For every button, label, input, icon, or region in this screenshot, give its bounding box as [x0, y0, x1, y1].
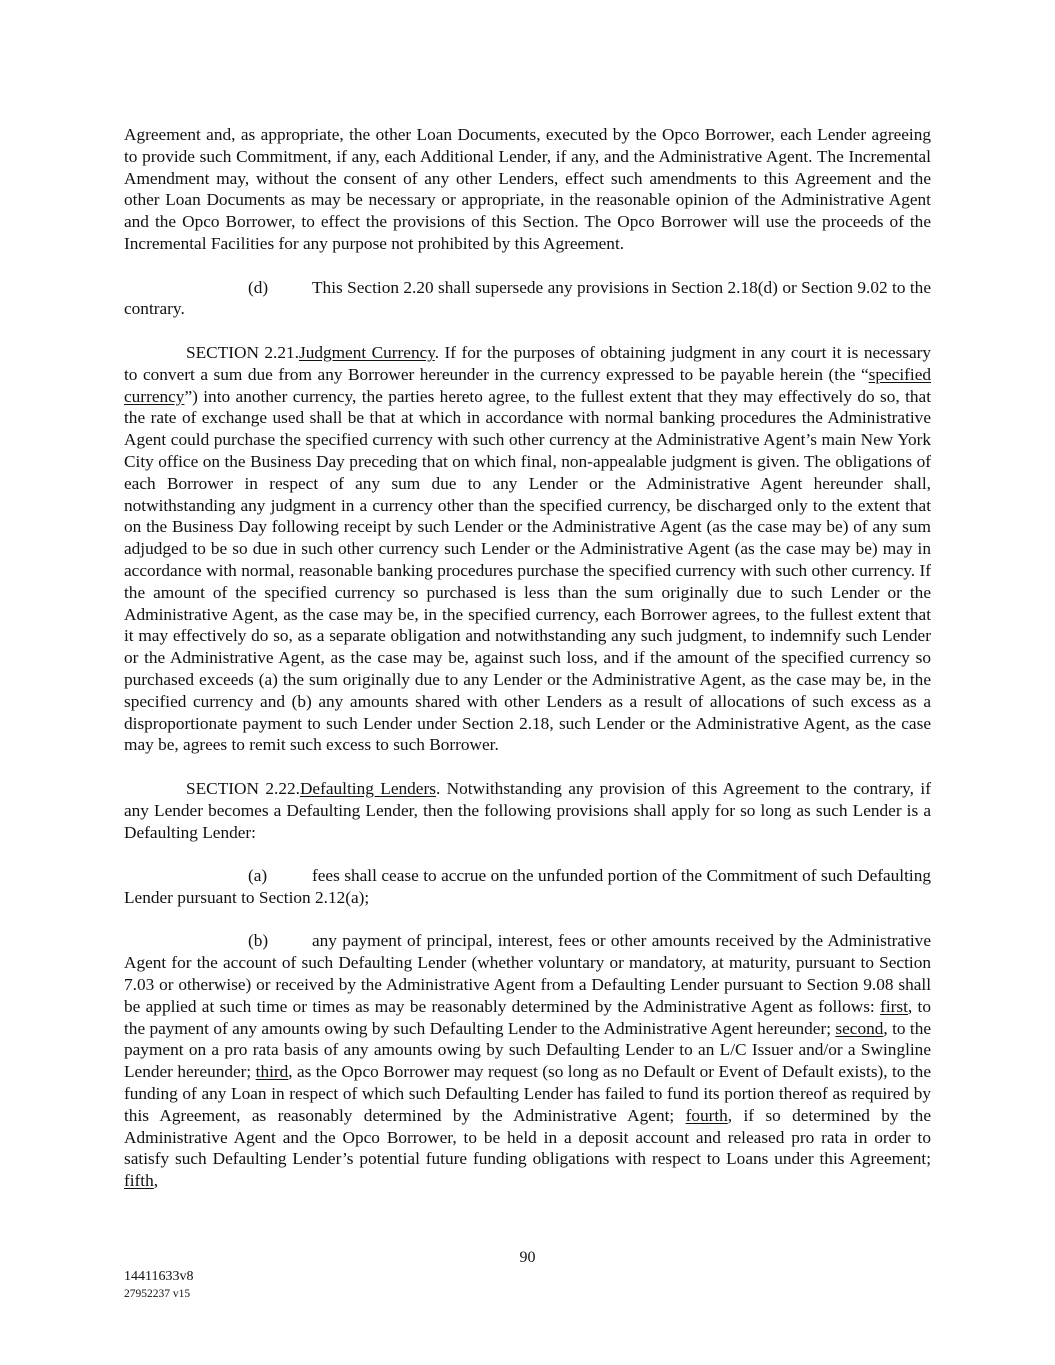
subsection-text-b: , to the payment of any amounts owing by such Defaulting Lender to the Administrative Agent hereunder;: [124, 996, 931, 1038]
subsection-text-a: fees shall cease to accrue on the unfunded portion of the Commitment of such Defaulting Lender pursuant to Section 2.12(a);: [124, 866, 931, 907]
page-number: 90: [519, 1249, 536, 1266]
subsection-text-b: , to the payment on a pro rata basis of any amounts owing by such Defaulting Lender to an L/C Issuer and/or a Swingline Lender hereunder;: [124, 1018, 932, 1082]
section-text: . If for the purposes of obtaining judgment in any court it is necessary to convert a sum due from any Borrower hereunder in the currency expressed to be payable herein (the “: [124, 342, 932, 384]
document-id: 14411633v8: [124, 1269, 194, 1284]
section-title: Judgment Currency: [298, 342, 435, 362]
priority-term: second: [835, 1018, 884, 1038]
priority-term: third: [255, 1062, 289, 1082]
paragraph-incremental-amendment: Agreement and, as appropriate, the other Loan Documents, executed by the Opco Borrower, each Lender agreeing to provide such Commitment, if any, each Additional Lender, if any, and the Administrative Agent. The Incremental Amendment may, without the consent of any other Lenders, effect such amendments to this Agreement and the other Loan Documents as may be necessary or appropriate, in the reasonable opinion of the Administrative Agent and the Opco Borrower, to effect the provisions of this Section. The Opco Borrower will use the proceeds of the Incremental Facilities for any purpose not prohibited by this Agreement.: [124, 125, 931, 253]
subsection-text-b: ,: [153, 1171, 159, 1191]
section-2-21: [124, 342, 931, 756]
subsection-text-b: , if so determined by the Administrative Agent and the Opco Borrower, to be held in a deposit account and released pro rata in order to satisfy such Defaulting Lender’s potential future funding obligations with respect to Loans under this Agreement;: [124, 1105, 931, 1169]
subsection-label-b: (b): [248, 931, 269, 951]
subsection-label-a: (a): [248, 866, 268, 886]
defined-term: specified currency: [124, 364, 931, 406]
priority-term: first: [880, 996, 908, 1016]
document-id-secondary: 27952237 v15: [124, 1288, 191, 1300]
section-number: SECTION 2.21.: [186, 342, 299, 362]
priority-term: fourth: [685, 1105, 728, 1125]
body-text: [124, 124, 931, 1192]
paragraph-d: [124, 277, 931, 321]
subsection-text-b: , as the Opco Borrower may request (so long as no Default or Event of Default exists), to the funding of any Loan in respect of which such Defaulting Lender has failed to fund its portion thereof as required by this Agreement, as reasonably determined by the Administrative Agent;: [124, 1062, 931, 1125]
paragraph-a: [124, 865, 931, 909]
section-number: SECTION 2.22.: [186, 778, 300, 798]
section-text: ”) into another currency, the parties hereto agree, to the fullest extent that they may effectively do so, that the rate of exchange used shall be that at which in accordance with normal banking procedures the Administrative Agent could purchase the specified currency with such other currency at the Administrative Agent’s main New York City office on the Business Day preceding that on which final, non-appealable judgment is given. The obligations of each Borrower in respect of any sum due to any Lender or the Administrative Agent hereunder shall, notwithstanding any judgment in a currency other than the specified currency, be discharged only to the extent that on the Business Day following receipt by such Lender or the Administrative Agent (as the case may be) of any sum adjudged to be so due in such other currency such Lender or the Administrative Agent (as the case may be) may in accordance with normal, reasonable banking procedures purchase the specified currency with such other currency. If the amount of the specified currency so purchased is less than the sum originally due to such Lender or the Administrative Agent, as the case may be, in the specified currency, each Borrower agrees, to the fullest extent that it may effectively do so, as a separate obligation and notwithstanding any such judgment, to indemnify such Lender or the Administrative Agent, as the case may be, against such loss, and if the amount of the specified currency so purchased exceeds (a) the sum originally due to any Lender or the Administrative Agent, as the case may be, in the specified currency and (b) any amounts shared with other Lenders as a result of allocations of such excess as a disproportionate payment to such Lender under Section 2.18, such Lender or the Administrative Agent, as the case may be, agrees to remit such excess to such Borrower.: [124, 386, 931, 755]
paragraph-b: [124, 930, 931, 1192]
section-text: . Notwithstanding any provision of this Agreement to the contrary, if any Lender becomes a Defaulting Lender, then the following provisions shall apply for so long as such Lender is a Defaulting Lender:: [124, 778, 931, 842]
section-title: Defaulting Lenders: [299, 778, 436, 798]
priority-term: fifth: [124, 1171, 154, 1191]
subsection-label-d: (d): [248, 277, 269, 297]
subsection-text-d: This Section 2.20 shall supersede any provisions in Section 2.18(d) or Section 9.02 to the contrary.: [124, 277, 931, 319]
section-2-22: [124, 778, 931, 843]
subsection-text-b: any payment of principal, interest, fees or other amounts received by the Administrative Agent for the account of such Defaulting Lender (whether voluntary or mandatory, at maturity, pursuant to Section 7.03 or otherwise) or received by the Administrative Agent from a Defaulting Lender pursuant to Section 9.08 shall be applied at such time or times as may be reasonably determined by the Administrative Agent as follows:: [124, 931, 931, 1016]
